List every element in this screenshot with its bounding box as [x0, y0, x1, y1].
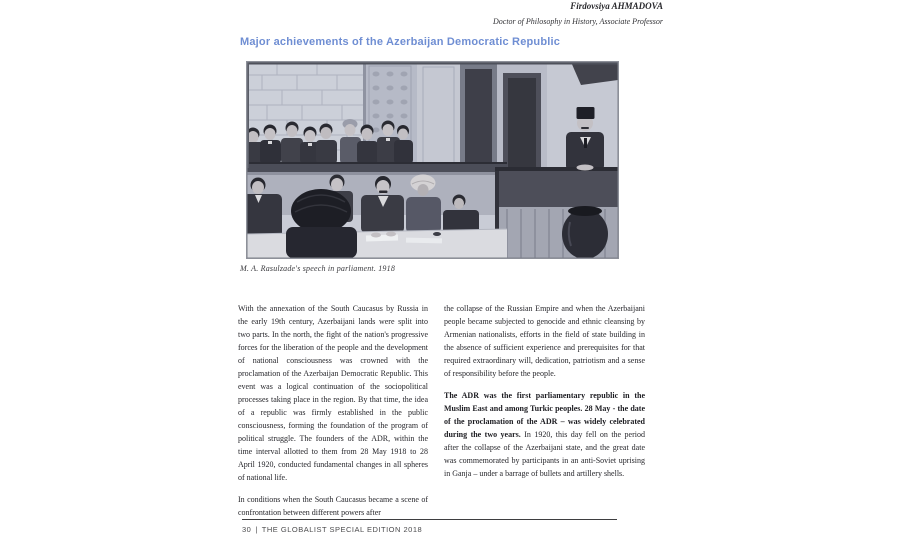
page-number: 30: [242, 525, 252, 534]
column-right: [444, 302, 645, 528]
photo-caption: M. A. Rasulzade's speech in parliament. 1918: [240, 264, 396, 273]
footer-rule: [242, 519, 617, 520]
column-left: [238, 302, 428, 528]
paragraph-bold-lead: The ADR was the first parliamentary republic in the Muslim East and among Turkic peoples. 28 May - the date of the proclamation of the ADR – was widely celebrated during the two years.: [444, 391, 645, 439]
paragraph-continuation: In 1920, this day fell on the period after the collapse of the Azerbaijani state, and the great date was commemorated by participants in an anti-Soviet uprising in Ganja – under a barrage of bullets and artillery shells.: [444, 430, 645, 478]
page-footer: [242, 525, 422, 534]
article-body: [238, 302, 645, 528]
footer-separator: |: [255, 525, 258, 534]
paragraph: [444, 389, 645, 480]
article-title: Major achievements of the Azerbaijan Democratic Republic: [240, 36, 561, 48]
paragraph: With the annexation of the South Caucasus by Russia in the early 19th century, Azerbaijani lands were split into two parts. In the north, the fight of the nation's progressive forces for the liberation of the people and the development of national consciousness was crowned with the proclamation of the Azerbaijan Democratic Republic. This event was a logical continuation of the sociopolitical processes taking place in the region. By that time, the idea of a republic was firmly established in the public consciousness, forming the foundation of the program of political struggle. The founders of the ADR, within the time interval allotted to them from 28 May 1918 to 28 April 1920, conducted fundamental changes in all spheres of national life.: [238, 304, 428, 482]
edition-title: THE GLOBALIST SPECIAL EDITION 2018: [261, 525, 423, 534]
paragraph: In conditions when the South Caucasus became a scene of confrontation between different powers after: [238, 495, 428, 517]
parliament-photo-illustration: [247, 62, 618, 258]
author-block: [493, 1, 663, 27]
paragraph: the collapse of the Russian Empire and when the Azerbaijani people became subjected to genocide and ethnic cleansing by Armenian nationalists, efforts in the field of state building in the absence of sufficient experience and prerequisites for that required extraordinary will, dedication, patriotism and a sense of responsibility before the people.: [444, 304, 645, 378]
author-name: Firdovsiya AHMADOVA: [570, 1, 663, 11]
author-credentials: Doctor of Philosophy in History, Associate Professor: [493, 17, 663, 26]
parliament-photo: [247, 62, 618, 258]
